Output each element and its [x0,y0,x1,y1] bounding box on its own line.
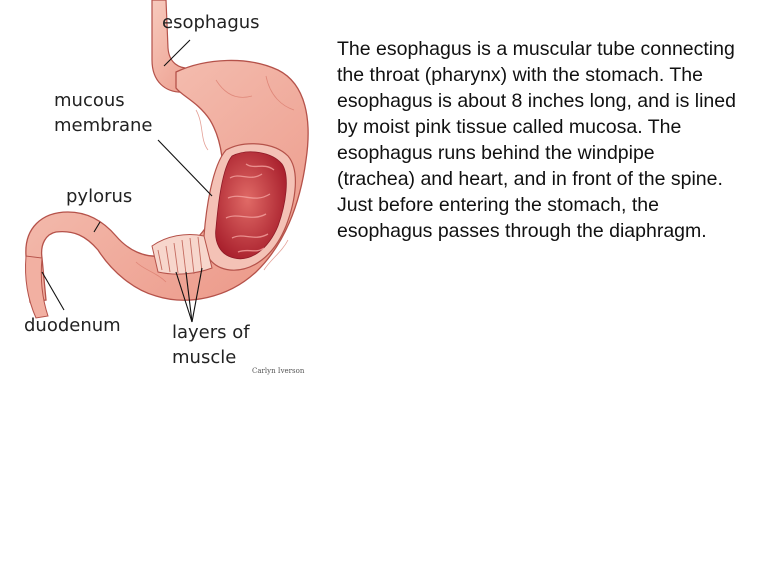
label-layers-of-muscle-line1: layers of [172,322,250,343]
label-layers-of-muscle-line2: muscle [172,347,237,368]
stomach-figure [16,0,316,378]
label-duodenum: duodenum [24,315,121,336]
illustrator-credit: Carlyn Iverson [252,367,305,375]
label-esophagus: esophagus [162,12,260,33]
esophagus-description: The esophagus is a muscular tube connecting the throat (pharynx) with the stomach. The esophagus is about 8 inches long, and is lined by moist pink tissue called mucosa. The esophagus runs behind the windpipe (trachea) and heart, and in front of the spine. Just before entering the stomach, the esophagus passes through the diaphragm. [337,38,736,242]
label-pylorus: pylorus [66,186,133,207]
label-mucous-membrane-line1: mucous [54,90,125,111]
label-mucous-membrane-line2: membrane [54,115,153,136]
